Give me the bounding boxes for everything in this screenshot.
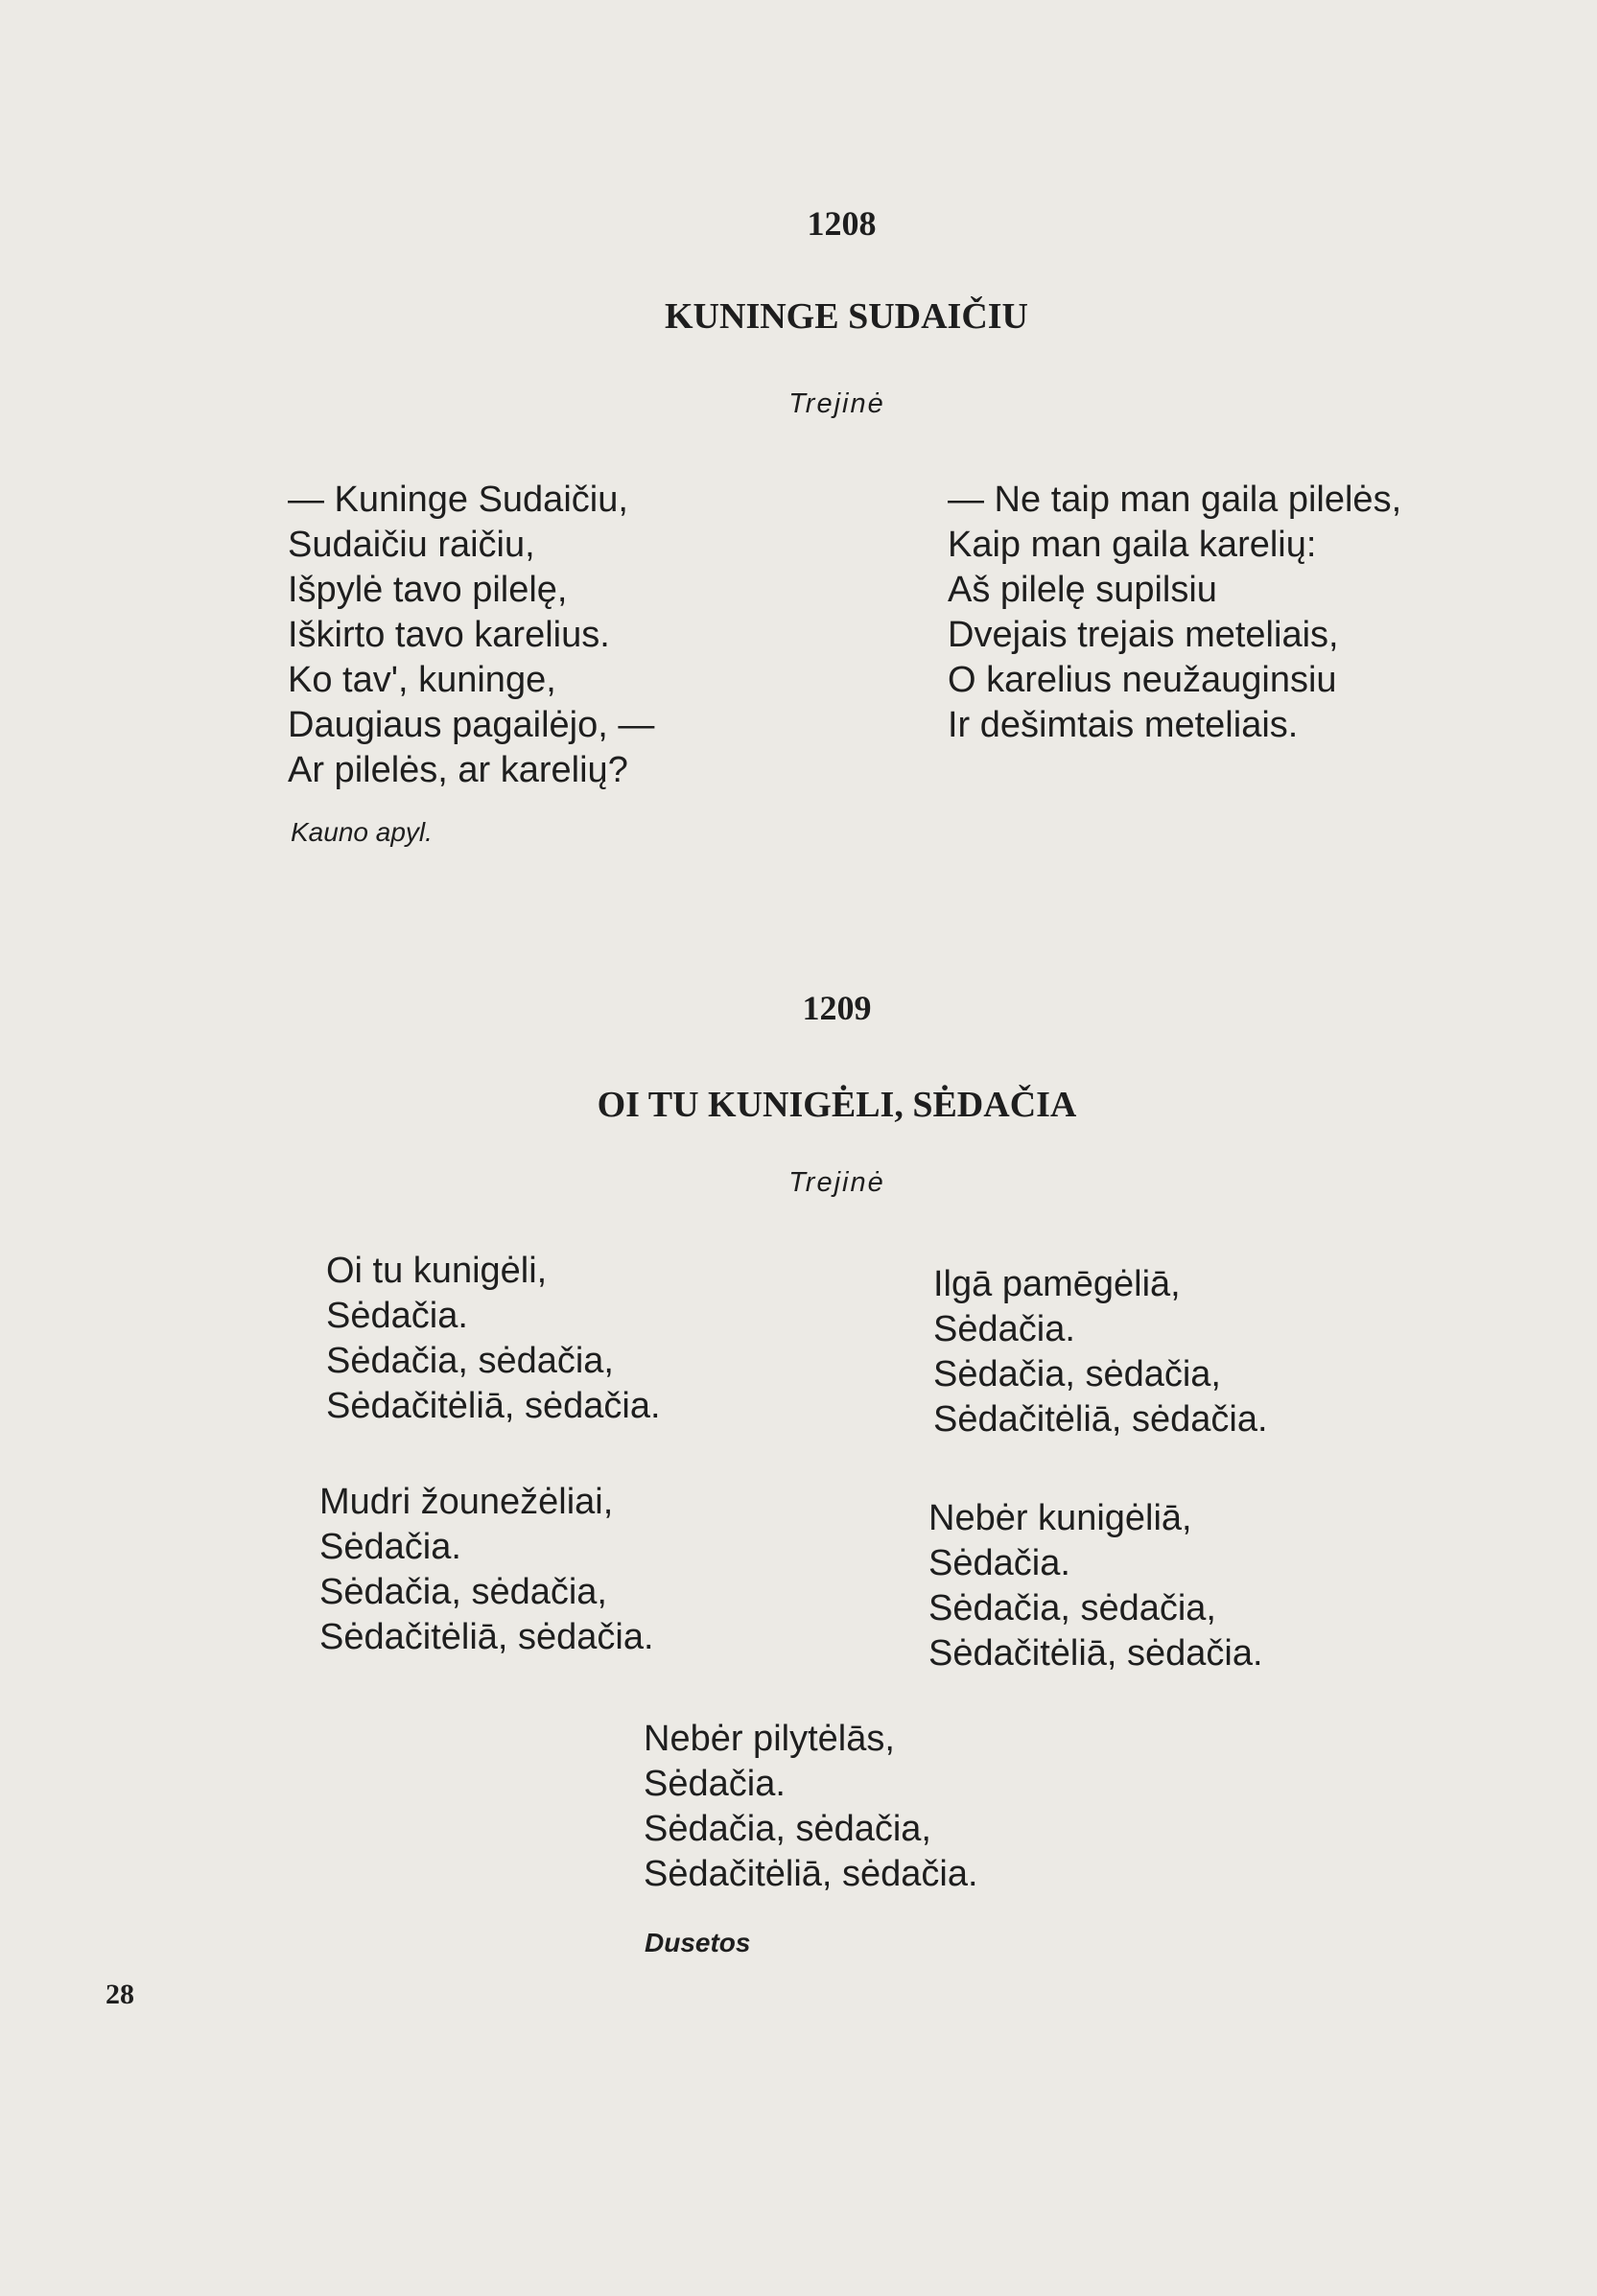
song-1208-left-column: [288, 478, 654, 793]
verse-line: Kaip man gaila karelių:: [948, 525, 1317, 565]
verse-line: Sudaičiu raičiu,: [288, 525, 535, 565]
verse-line: Sėdačia.: [319, 1527, 461, 1567]
verse-line: Mudri žounežėliai,: [319, 1482, 614, 1522]
verse-line: Sėdačia.: [928, 1543, 1070, 1583]
verse-line: Daugiaus pagailėjo, —: [288, 705, 655, 745]
verse-line: — Ne taip man gaila pilelės,: [948, 480, 1402, 520]
verse-line: Ilgā pamēgėliā,: [933, 1264, 1181, 1304]
stanza: [928, 1496, 1263, 1676]
verse-line: Sėdačia.: [933, 1309, 1075, 1349]
page-number: 28: [106, 1979, 134, 2010]
song-1208-subtitle: Trejinė: [788, 388, 885, 419]
song-1208-title: KUNINGE SUDAIČIU: [665, 296, 1028, 337]
stanza: [326, 1249, 661, 1429]
verse-line: Nebėr kunigėliā,: [928, 1498, 1192, 1538]
song-1208-right-column: [948, 478, 1401, 748]
verse-line: Sėdačitėliā, sėdačia.: [928, 1633, 1263, 1674]
verse-line: Sėdačitėliā, sėdačia.: [319, 1617, 654, 1657]
verse-line: Ir dešimtais meteliais.: [948, 705, 1299, 745]
verse-line: Nebėr pilytėlās,: [644, 1719, 895, 1759]
verse-line: Išpylė tavo pilelę,: [288, 570, 568, 610]
verse-line: Sėdačia, sėdačia,: [928, 1588, 1216, 1628]
verse-line: Sėdačia.: [644, 1764, 786, 1804]
song-1209-subtitle: Trejinė: [788, 1167, 885, 1198]
verse-line: — Kuninge Sudaičiu,: [288, 480, 628, 520]
verse-line: Ko tav', kuninge,: [288, 660, 556, 700]
verse-line: Sėdačia.: [326, 1296, 468, 1336]
verse-line: O karelius neužauginsiu: [948, 660, 1337, 700]
verse-line: Sėdačia, sėdačia,: [644, 1809, 931, 1849]
song-1209-source: Dusetos: [645, 1928, 751, 1957]
verse-line: Oi tu kunigėli,: [326, 1251, 548, 1291]
stanza: [319, 1480, 654, 1660]
song-1208-number: 1208: [807, 204, 877, 243]
stanza: [644, 1717, 978, 1897]
verse-line: Sėdačitėliā, sėdačia.: [644, 1854, 978, 1894]
verse-line: Iškirto tavo karelius.: [288, 615, 610, 655]
song-1209-number: 1209: [802, 989, 872, 1027]
song-1209-title: OI TU KUNIGĖLI, SĖDAČIA: [597, 1085, 1077, 1125]
verse-line: Dvejais trejais meteliais,: [948, 615, 1339, 655]
stanza: [933, 1262, 1268, 1442]
verse-line: Sėdačitėliā, sėdačia.: [326, 1386, 661, 1426]
song-1208-source: Kauno apyl.: [291, 817, 433, 847]
verse-line: Sėdačia, sėdačia,: [933, 1354, 1221, 1394]
verse-line: Sėdačia, sėdačia,: [326, 1341, 614, 1381]
verse-line: Sėdačia, sėdačia,: [319, 1572, 607, 1612]
verse-line: Ar pilelės, ar karelių?: [288, 750, 628, 790]
verse-line: Aš pilelę supilsiu: [948, 570, 1217, 610]
verse-line: Sėdačitėliā, sėdačia.: [933, 1399, 1268, 1440]
